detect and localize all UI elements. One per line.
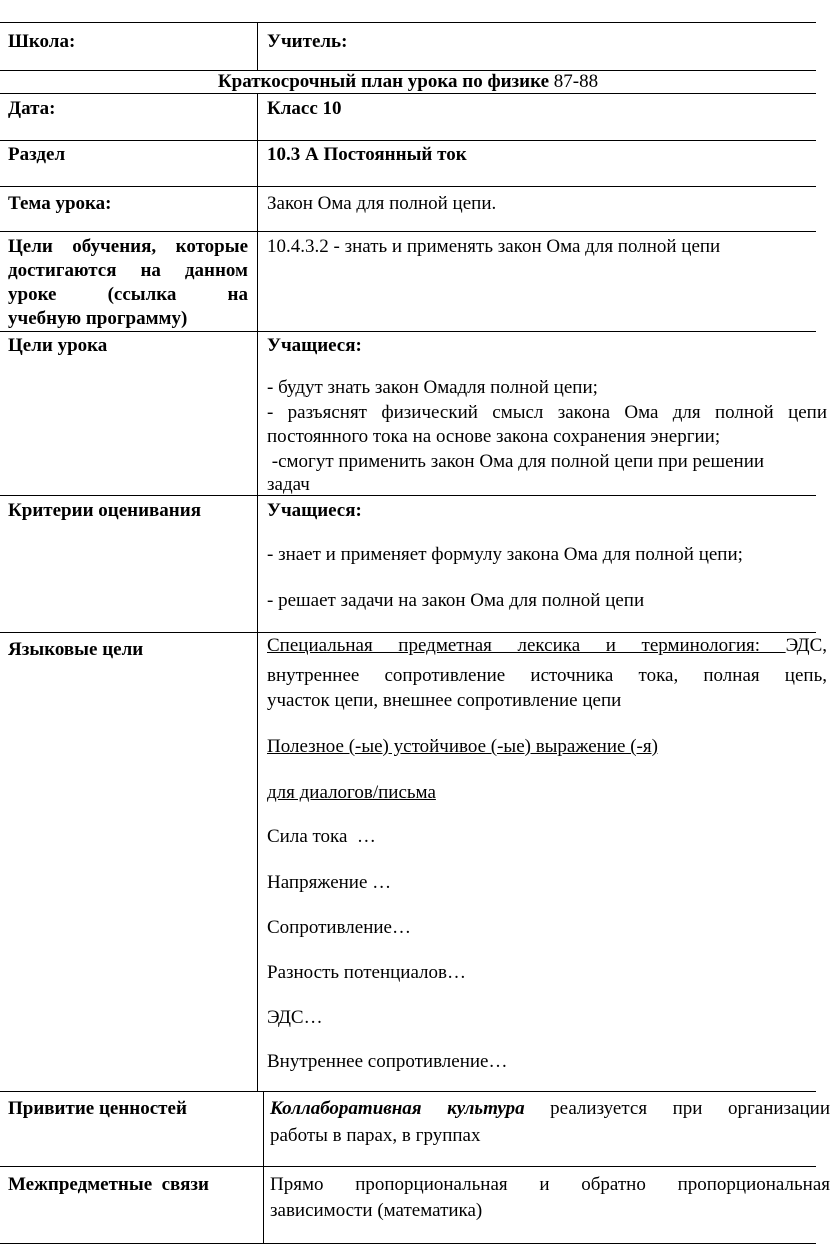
lesson-goal-item: - будут знать закон Омадля полной цепи; [267,377,598,398]
values-line-2: работы в парах, в группах [270,1125,481,1146]
language-lexicon-item: участок цепи, внешнее сопротивление цепи [267,690,622,711]
learning-goals-label [8,235,248,331]
date-label: Дата: [8,98,56,119]
lesson-goal-item: задач [267,474,310,495]
language-phrase: Разность потенциалов… [267,962,467,983]
col-divider-header [257,22,258,70]
interdisciplinary-line-1: Прямо пропорциональная и обратно пропорциональная [270,1174,830,1195]
rule-top [0,22,816,23]
section-value: 10.3 А Постоянный ток [267,144,467,165]
learning-goals-label-line: учебную программу) [8,308,188,329]
rule-after-language [0,1091,816,1092]
criteria-heading: Учащиеся: [267,500,362,521]
language-phrases-title: Полезное (-ые) устойчивое (-ые) выражение (-я) [267,736,658,757]
rule-after-lesson-goals [0,495,816,496]
topic-value: Закон Ома для полной цепи. [267,193,497,214]
plan-title-number: 87-88 [553,71,599,92]
learning-goals-label-line: уроке (ссылка на [8,284,248,305]
plan-title [0,70,816,94]
language-lexicon-tail: ЭДС, [785,635,827,656]
language-goals-label: Языковые цели [8,639,144,660]
learning-goals-label-line: Цели обучения, которые [8,236,248,257]
rule-bottom [0,1243,816,1244]
criteria-item: - знает и применяет формулу закона Ома для полной цепи; [267,544,743,565]
col-divider-values [263,1091,264,1243]
language-dialog-title: для диалогов/письма [267,782,436,803]
rule-after-criteria [0,632,816,633]
rule-after-learning-goals [0,331,816,332]
language-phrase: Сопротивление… [267,917,411,938]
language-phrase: Внутреннее сопротивление… [267,1051,508,1072]
language-lexicon-line [267,634,827,658]
language-phrase: Сила тока … [267,826,376,847]
language-lexicon-item: внутреннее сопротивление источника тока, полная цепь, [267,665,827,686]
lesson-goal-item: постоянного тока на основе закона сохранения энергии; [267,426,721,447]
language-lexicon-title: Специальная предметная лексика и терминология: [267,635,786,656]
values-line-1 [270,1097,830,1121]
language-phrase: Напряжение … [267,872,392,893]
topic-label: Тема урока: [8,193,112,214]
plan-title-text: Краткосрочный план урока по физике [217,71,550,92]
lesson-goal-item: - разъяснят физический смысл закона Ома для полной цепи [267,402,827,423]
rule-after-date [0,140,816,141]
interdisciplinary-label: Межпредметные связи [8,1174,209,1195]
learning-goals-label-line: достигаются на данном [8,260,248,281]
values-rest: реализуется при организации [550,1098,830,1119]
criteria-label: Критерии оценивания [8,500,201,521]
lesson-goals-label: Цели урока [8,335,108,356]
rule-after-values [0,1166,816,1167]
col-divider-main [257,93,258,1091]
interdisciplinary-line-2: зависимости (математика) [270,1200,483,1221]
rule-after-section [0,186,816,187]
values-label: Привитие ценностей [8,1098,187,1119]
values-emphasis: Коллаборативная культура [270,1098,525,1119]
school-label: Школа: [8,31,76,52]
criteria-item: - решает задачи на закон Ома для полной цепи [267,590,645,611]
language-phrase: ЭДС… [267,1007,323,1028]
teacher-label: Учитель: [267,31,348,52]
section-label: Раздел [8,144,66,165]
class-value: Класс 10 [267,98,342,119]
rule-after-topic [0,231,816,232]
lesson-goal-item: -смогут применить закон Ома для полной цепи при решении [267,451,765,472]
learning-goals-value: 10.4.3.2 - знать и применять закон Ома для полной цепи [267,236,721,257]
lesson-goals-heading: Учащиеся: [267,335,362,356]
